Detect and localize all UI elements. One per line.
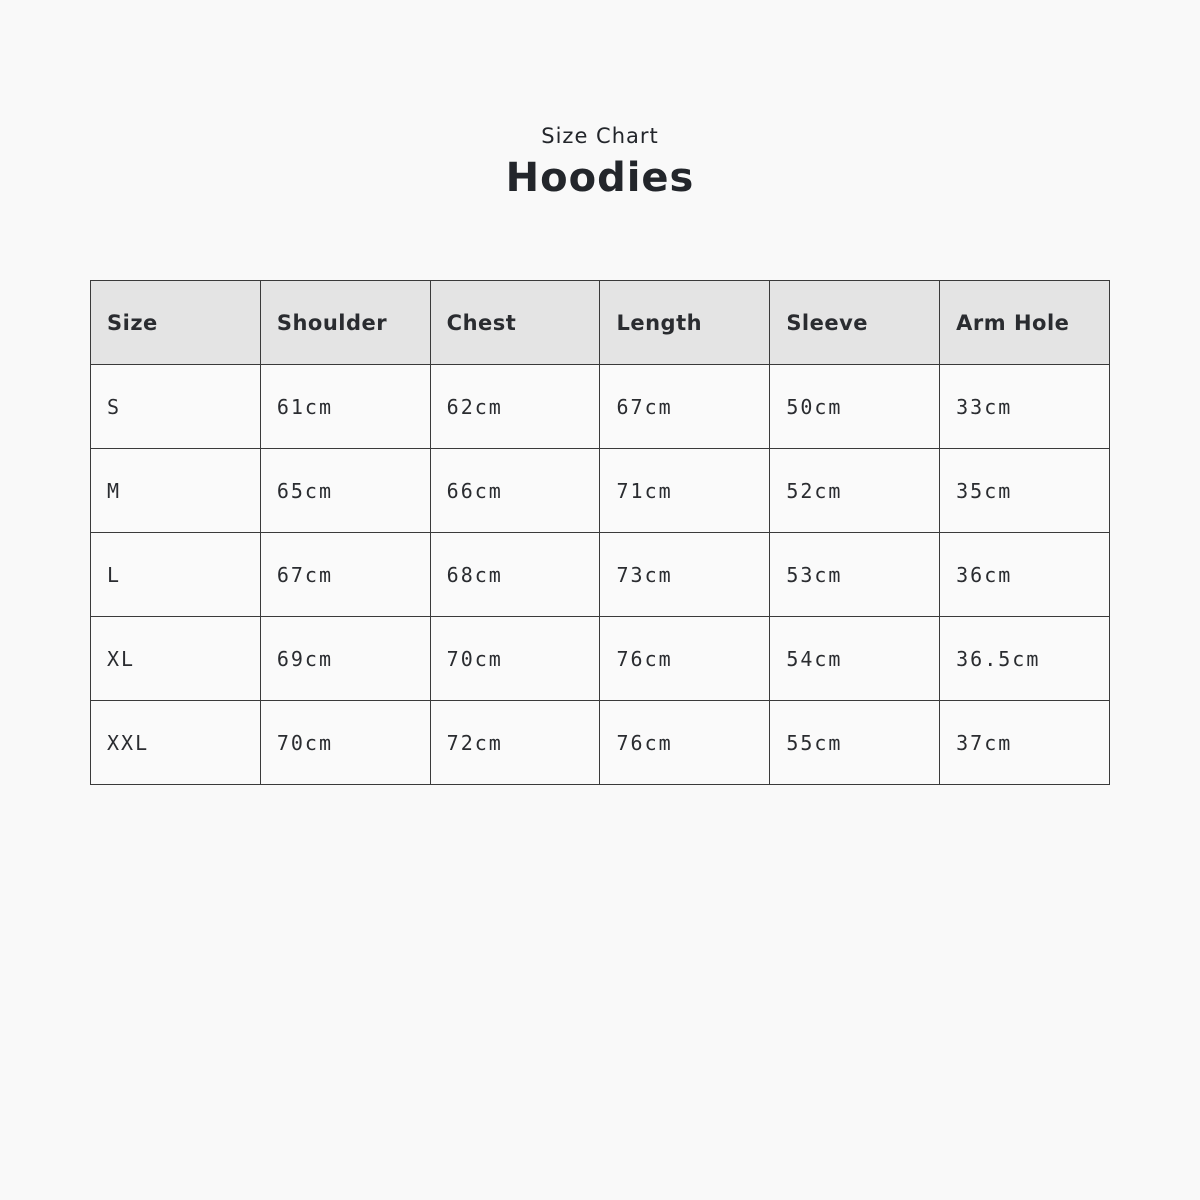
- cell-chest: 66cm: [430, 449, 600, 533]
- cell-arm-hole: 33cm: [940, 365, 1110, 449]
- cell-sleeve: 50cm: [770, 365, 940, 449]
- cell-shoulder: 67cm: [260, 533, 430, 617]
- cell-shoulder: 65cm: [260, 449, 430, 533]
- cell-size: XXL: [91, 701, 261, 785]
- cell-chest: 72cm: [430, 701, 600, 785]
- cell-sleeve: 53cm: [770, 533, 940, 617]
- column-header-arm-hole: Arm Hole: [940, 281, 1110, 365]
- cell-length: 76cm: [600, 617, 770, 701]
- column-header-sleeve: Sleeve: [770, 281, 940, 365]
- cell-shoulder: 61cm: [260, 365, 430, 449]
- table-row: [91, 617, 1110, 701]
- cell-arm-hole: 35cm: [940, 449, 1110, 533]
- cell-sleeve: 54cm: [770, 617, 940, 701]
- cell-shoulder: 69cm: [260, 617, 430, 701]
- cell-shoulder: 70cm: [260, 701, 430, 785]
- table-row: [91, 533, 1110, 617]
- cell-length: 73cm: [600, 533, 770, 617]
- cell-sleeve: 55cm: [770, 701, 940, 785]
- cell-length: 76cm: [600, 701, 770, 785]
- column-header-chest: Chest: [430, 281, 600, 365]
- cell-size: S: [91, 365, 261, 449]
- size-chart-table: [90, 280, 1110, 785]
- cell-length: 67cm: [600, 365, 770, 449]
- column-header-size: Size: [91, 281, 261, 365]
- cell-chest: 70cm: [430, 617, 600, 701]
- column-header-length: Length: [600, 281, 770, 365]
- header-row: [91, 281, 1110, 365]
- cell-size: XL: [91, 617, 261, 701]
- table-body: [91, 365, 1110, 785]
- page-title: Hoodies: [505, 155, 695, 201]
- cell-chest: 68cm: [430, 533, 600, 617]
- table-row: [91, 449, 1110, 533]
- cell-length: 71cm: [600, 449, 770, 533]
- cell-arm-hole: 37cm: [940, 701, 1110, 785]
- column-header-shoulder: Shoulder: [260, 281, 430, 365]
- cell-size: M: [91, 449, 261, 533]
- cell-arm-hole: 36.5cm: [940, 617, 1110, 701]
- page-subtitle: Size Chart: [541, 124, 659, 148]
- cell-chest: 62cm: [430, 365, 600, 449]
- cell-size: L: [91, 533, 261, 617]
- cell-arm-hole: 36cm: [940, 533, 1110, 617]
- table-header: [91, 281, 1110, 365]
- cell-sleeve: 52cm: [770, 449, 940, 533]
- table-row: [91, 701, 1110, 785]
- table-row: [91, 365, 1110, 449]
